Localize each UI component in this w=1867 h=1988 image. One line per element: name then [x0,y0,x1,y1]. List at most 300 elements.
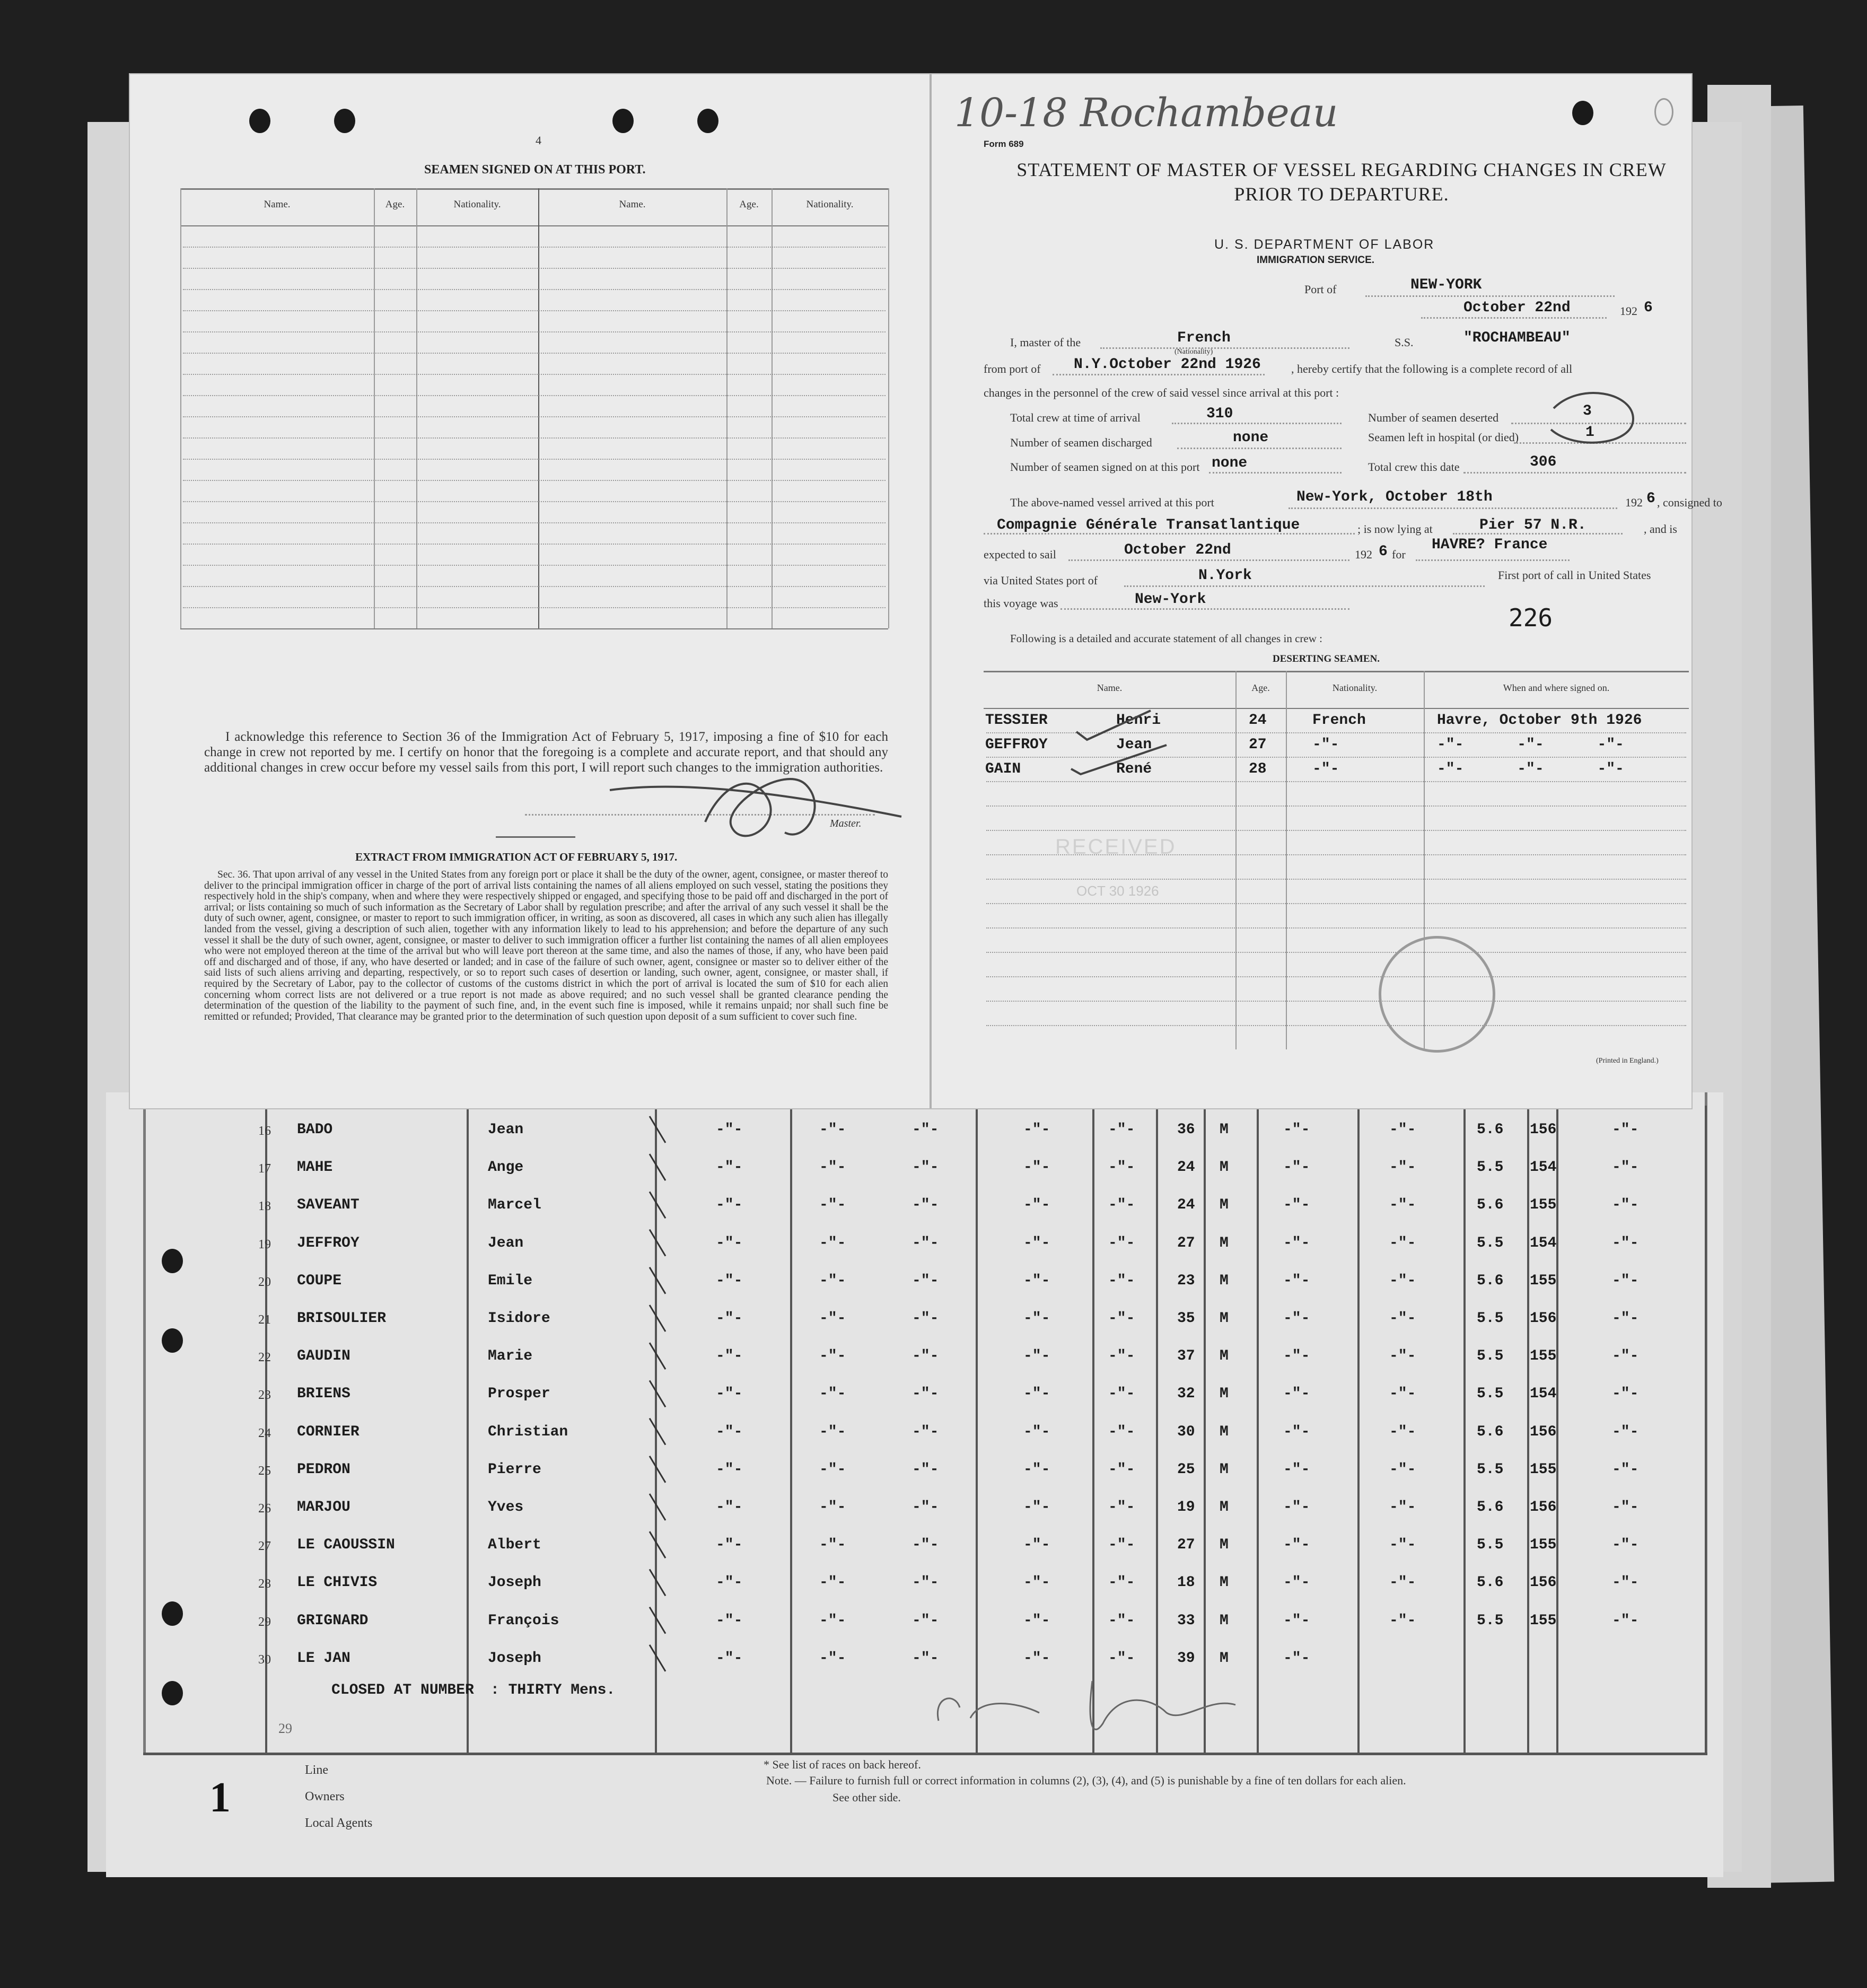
deserter-surname: TESSIER [985,712,1048,729]
crew-height: 5.6 [1477,1197,1504,1214]
ditto-mark: -"- [1023,1122,1050,1138]
voyage-label: this voyage was [984,597,1058,610]
margin-number: 29 [278,1721,292,1736]
deserted-value: 3 [1583,403,1592,419]
ditto-mark: -"- [1612,1159,1639,1176]
port-value: NEW-YORK [1410,277,1482,293]
deserter-age: 28 [1249,761,1267,777]
footer-agents-label: Local Agents [305,1816,373,1830]
ditto-mark: -"- [1108,1612,1135,1629]
table-column-header: Nationality. [806,199,854,210]
desert-circle [1551,393,1633,443]
crew-height: 5.6 [1477,1499,1504,1516]
manifest-checkmark [650,1607,665,1634]
ditto-mark: -"- [1108,1574,1135,1591]
ditto-mark: -"- [1283,1122,1310,1138]
deserter-given-name: Henri [1116,712,1161,729]
signed-on-label: Number of seamen signed on at this port [1010,460,1200,474]
crew-given-name: Albert [488,1537,541,1554]
ditto-mark: -"- [819,1650,846,1667]
master-signature [610,779,901,836]
footer-line-label: Line [305,1763,328,1777]
ditto-mark: -"- [1023,1574,1050,1591]
crew-height: 5.5 [1477,1612,1504,1629]
crew-weight: 155 [1530,1612,1557,1629]
ditto-mark: -"- [912,1386,939,1403]
ditto-mark: -"- [1612,1612,1639,1629]
manifest-checkmark [650,1116,665,1143]
ditto-mark: -"- [1023,1234,1050,1251]
ditto-mark: -"- [819,1537,846,1554]
crew-surname: GRIGNARD [297,1612,369,1629]
ditto-mark: -"- [1283,1461,1310,1478]
crew-sex: M [1220,1197,1229,1214]
crew-age: 27 [1177,1537,1195,1554]
ditto-mark: -"- [1283,1537,1310,1554]
ditto-mark: -"- [1389,1386,1416,1403]
page-mark: 1 [209,1774,231,1821]
ditto-mark: -"- [716,1574,743,1591]
ditto-mark: -"- [1108,1272,1135,1289]
certify-text: , hereby certify that the following is a complete record of all [1291,362,1573,375]
ditto-mark: -"- [1612,1461,1639,1478]
ditto-mark: -"- [1389,1461,1416,1478]
deserter-age: 27 [1249,737,1267,753]
crew-surname: COUPE [297,1272,342,1289]
form-number: Form 689 [984,139,1024,149]
printed-in-note: (Printed in England.) [1596,1057,1659,1065]
crew-age: 33 [1177,1612,1195,1629]
crew-height: 5.6 [1477,1272,1504,1289]
crew-age: 37 [1177,1348,1195,1365]
deserter-nationality: French [1312,712,1366,729]
manifest-checkmark [650,1305,665,1332]
crew-surname: JEFFROY [297,1234,360,1251]
crew-weight: 154 [1530,1386,1557,1403]
crew-age: 27 [1177,1234,1195,1251]
ditto-mark: -"- [819,1499,846,1516]
geffroy-check [1071,745,1167,774]
footnote-see: See other side. [832,1791,901,1804]
crew-given-name: Joseph [488,1650,541,1667]
ditto-mark: -"- [1108,1122,1135,1138]
ditto-mark: -"- [1389,1310,1416,1327]
ditto-mark: -"- [819,1272,846,1289]
service-label: IMMIGRATION SERVICE. [1257,255,1375,266]
ditto-mark: -"- [1389,1499,1416,1516]
crew-age: 30 [1177,1423,1195,1440]
ditto-mark: -"- [716,1122,743,1138]
ditto-mark: -"- [1612,1310,1639,1327]
crew-weight: 156 [1530,1574,1557,1591]
crew-age: 36 [1177,1122,1195,1138]
crew-surname: BADO [297,1122,333,1138]
crew-sex: M [1220,1612,1229,1629]
manifest-checkmark [650,1267,665,1294]
crew-sex: M [1220,1650,1229,1667]
crew-age: 18 [1177,1574,1195,1591]
deserter-given-name: Jean [1116,737,1152,753]
discharged-label: Number of seamen discharged [1010,436,1152,449]
row-number: 29 [258,1615,271,1629]
ditto-mark: -"- [912,1650,939,1667]
deserter-signed-on: Havre, October 9th 1926 [1437,712,1642,729]
ditto-mark: -"- [1283,1423,1310,1440]
signed-on-value: none [1212,455,1248,471]
crew-given-name: Marcel [488,1197,541,1214]
ditto-mark: -"- [716,1537,743,1554]
crew-sex: M [1220,1272,1229,1289]
manifest-checkmark [650,1380,665,1407]
nationality-sub-label: (Nationality) [1174,348,1213,356]
department-label: U. S. DEPARTMENT OF LABOR [1214,237,1435,252]
total-crew-arrival-value: 310 [1206,406,1233,422]
manifest-checkmark [650,1343,665,1369]
crew-age: 23 [1177,1272,1195,1289]
ditto-mark: -"- [1023,1386,1050,1403]
deserters-column-header: Nationality. [1332,682,1378,693]
ditto-mark: -"- [716,1348,743,1365]
ditto-mark: -"- [1612,1272,1639,1289]
form-title: STATEMENT OF MASTER OF VESSEL REGARDING CHANGES IN CREW PRIOR TO DEPARTURE. [1016,159,1667,205]
crew-given-name: Pierre [488,1461,541,1478]
crew-sex: M [1220,1122,1229,1138]
received-date-stamp: OCT 30 1926 [1076,883,1159,899]
crew-height: 5.5 [1477,1310,1504,1327]
and-is-label: , and is [1644,522,1677,536]
manifest-checkmark [650,1154,665,1180]
row-number: 17 [258,1162,271,1176]
ditto-mark: -"- [912,1461,939,1478]
expected-label: expected to sail [984,548,1056,561]
deserters-column-header: Name. [1097,682,1123,693]
deserter-nationality: -"- [1312,737,1339,753]
ditto-mark: -"- [912,1122,939,1138]
crew-sex: M [1220,1574,1229,1591]
table-column-header: Nationality. [453,199,501,210]
closed-at-label: CLOSED AT NUMBER [331,1682,474,1698]
tessier-check [1076,711,1151,740]
ditto-mark: -"- [819,1612,846,1629]
ditto-mark: -"- [1023,1499,1050,1516]
crew-surname: SAVEANT [297,1197,360,1214]
table-column-header: Age. [739,199,759,210]
ditto-mark: -"- [1023,1159,1050,1176]
crew-height: 5.5 [1477,1386,1504,1403]
ditto-mark: -"- [1283,1574,1310,1591]
total-crew-arrival-label: Total crew at time of arrival [1010,411,1141,424]
crew-surname: MAHE [297,1159,333,1176]
crew-height: 5.6 [1477,1423,1504,1440]
crew-surname: BRISOULIER [297,1310,387,1327]
crew-sex: M [1220,1348,1229,1365]
ss-label: S.S. [1395,336,1414,349]
ditto-mark: -"- [1283,1310,1310,1327]
crew-weight: 156 [1530,1499,1557,1516]
ditto-mark: -"- [1023,1612,1050,1629]
ditto-mark: -"- [912,1423,939,1440]
ditto-mark: -"- [1283,1499,1310,1516]
ditto-mark: -"- [912,1574,939,1591]
crew-weight: 155 [1530,1461,1557,1478]
page-number: 4 [536,134,541,147]
ditto-mark: -"- [1612,1197,1639,1214]
crew-weight: 156 [1530,1423,1557,1440]
crew-surname: PEDRON [297,1461,350,1478]
crew-surname: CORNIER [297,1423,360,1440]
discharged-value: none [1233,430,1269,446]
crew-given-name: Prosper [488,1386,550,1403]
ditto-mark: -"- [819,1234,846,1251]
seamen-signed-heading: SEAMEN SIGNED ON AT THIS PORT. [424,163,646,177]
manifest-checkmark [650,1418,665,1445]
received-stamp: RECEIVED [1055,835,1177,859]
footnote-races: * See list of races on back hereof. [764,1758,921,1771]
crew-surname: LE CHIVIS [297,1574,378,1591]
crew-age: 24 [1177,1159,1195,1176]
ditto-mark: -"- [1389,1159,1416,1176]
hospital-label: Seamen left in hospital (or died) [1368,431,1519,444]
ditto-mark: -"- [1389,1272,1416,1289]
ditto-mark: -"- [716,1650,743,1667]
ditto-mark: -"- [1389,1423,1416,1440]
arrived-label: The above-named vessel arrived at this port [1010,496,1214,509]
manifest-checkmark [650,1494,665,1520]
voyage-value: New-York [1135,591,1206,608]
ditto-mark: -"- [716,1386,743,1403]
ditto-mark: -"- [1389,1197,1416,1214]
crew-height: 5.5 [1477,1234,1504,1251]
table-column-header: Age. [385,199,405,210]
ditto-mark: -"- [1283,1234,1310,1251]
crew-weight: 154 [1530,1234,1557,1251]
ditto-mark: -"- [1283,1650,1310,1667]
manifest-checkmark [650,1531,665,1558]
ditto-mark: -"- [912,1159,939,1176]
crew-weight: 156 [1530,1122,1557,1138]
ditto-mark: -"- [1023,1461,1050,1478]
ditto-mark: -"- [819,1122,846,1138]
ditto-mark: -"- [1612,1234,1639,1251]
row-number: 20 [258,1275,271,1289]
extract-text: Sec. 36. That upon arrival of any vessel in the United States from any foreign port or place it shall be the duty of the owner, agent, consignee, or master thereof to deliver to the principal immigration officer in charge of the port of arrival lists containing the names of all aliens employed on such vessel, stating the positions they respectively hold in the ship's company, when and where they were respectively shipped or engaged, and specifying those to be paid off and discharged in the port of arrival; or lists containing so much of such information as the Secretary of Labor shall by regulation prescribe; and after the arrival of any such vessel it shall be the duty of such owner, agent, consignee, or master to report to such immigration officer, in writing, as soon as discovered, all cases in which any such alien has illegally landed from the vessel, giving a description of such alien, together with any information likely to lead to his apprehension; and before the departure of any such vessel it shall be the duty of such owner, agent, consignee, or master to deliver to such immigration officer a further list containing the names of all alien employees who were not employed thereon at the time of the arrival but who will leave port thereon at the same time, and also the names of those, if any, who have been paid off and discharged and of those, if any, who have deserted or landed; and in case of the failure of such owner, agent, consignee or master so to deliver either of the said lists of such aliens arriving and departing, respectively, or so to report such cases of desertion or landing, such owner, agent, consignee, or master shall, if required by the Secretary of Labor, pay to the collector of customs of the customs district in which the port of arrival is located the sum of $10 for each alien concerning whom correct lists are not delivered or a true report is not made as above required; and no such vessel shall be granted clearance pending the determination of the question of the liability to the payment of such fine, and, in the event such fine is imposed, while it remains unpaid; nor shall such fine be remitted or refunded; Provided, That clearance may be granted prior to the determination of such question upon deposit of a sum sufficient to cover such fine. [204,869,888,1022]
crew-age: 35 [1177,1310,1195,1327]
table-column-header: Name. [264,199,291,210]
ditto-mark: -"- [912,1348,939,1365]
crew-age: 24 [1177,1197,1195,1214]
crew-given-name: Marie [488,1348,533,1365]
crew-height: 5.5 [1477,1348,1504,1365]
crew-sex: M [1220,1499,1229,1516]
deserter-signed-on: -"- -"- -"- [1437,761,1624,777]
master-of-label: I, master of the [1010,336,1081,349]
from-port-label: from port of [984,362,1041,375]
lying-label: ; is now lying at [1357,522,1433,536]
ditto-mark: -"- [1023,1310,1050,1327]
row-number: 30 [258,1652,271,1667]
crew-weight: 155 [1530,1348,1557,1365]
stamp-number: 226 [1509,603,1553,632]
ditto-mark: -"- [1108,1310,1135,1327]
manifest-checkmarks [650,1116,665,1671]
ditto-mark: -"- [912,1537,939,1554]
crew-height: 5.6 [1477,1122,1504,1138]
deserters-column-header: When and where signed on. [1503,682,1610,693]
row-number: 21 [258,1313,271,1327]
ditto-mark: -"- [819,1348,846,1365]
ditto-mark: -"- [912,1272,939,1289]
ditto-mark: -"- [1389,1574,1416,1591]
ditto-mark: -"- [819,1423,846,1440]
crew-sex: M [1220,1386,1229,1403]
crew-given-name: Christian [488,1423,568,1440]
deserter-given-name: René [1116,761,1152,777]
crew-sex: M [1220,1423,1229,1440]
ditto-mark: -"- [1108,1386,1135,1403]
officer-signature [937,1681,1235,1729]
ditto-mark: -"- [1283,1159,1310,1176]
manifest-checkmark [650,1569,665,1596]
crew-height: 5.5 [1477,1537,1504,1554]
ship-value: "ROCHAMBEAU" [1463,330,1571,346]
ditto-mark: -"- [716,1159,743,1176]
crew-sex: M [1220,1461,1229,1478]
ditto-mark: -"- [716,1461,743,1478]
ditto-mark: -"- [1023,1537,1050,1554]
acknowledgement-text: I acknowledge this reference to Section 36 of the Immigration Act of February 5, 1917, imposing a fine of $10 for each change in crew not reported by me. I certify on honor that the foregoing is a complete and accurate report, and that should any additional changes in crew occur before my vessel sails from this port, I will report such changes to the immigration authorities. [204,730,888,775]
crew-sex: M [1220,1234,1229,1251]
manifest-checkmark [650,1456,665,1483]
ditto-mark: -"- [1108,1197,1135,1214]
crew-surname: MARJOU [297,1499,350,1516]
first-port-label: First port of call in United States [1498,568,1651,582]
ditto-mark: -"- [716,1310,743,1327]
crew-height: 5.5 [1477,1461,1504,1478]
ditto-mark: -"- [716,1234,743,1251]
year-prefix-2: 192 [1625,496,1643,509]
row-number: 19 [258,1237,271,1251]
ditto-mark: -"- [1283,1197,1310,1214]
manifest-checkmark [650,1230,665,1256]
crew-given-name: Ange [488,1159,524,1176]
crew-age: 32 [1177,1386,1195,1403]
ditto-mark: -"- [1108,1234,1135,1251]
ditto-mark: -"- [912,1197,939,1214]
ditto-mark: -"- [1612,1386,1639,1403]
crew-weight: 155 [1530,1272,1557,1289]
ditto-mark: -"- [716,1272,743,1289]
ditto-mark: -"- [1283,1386,1310,1403]
ditto-mark: -"- [1612,1348,1639,1365]
ditto-mark: -"- [716,1499,743,1516]
ditto-mark: -"- [912,1499,939,1516]
ditto-mark: -"- [716,1612,743,1629]
consigned-label: , consigned to [1657,496,1722,509]
ditto-mark: -"- [819,1310,846,1327]
ditto-mark: -"- [1389,1234,1416,1251]
ditto-mark: -"- [1389,1537,1416,1554]
deserter-signed-on: -"- -"- -"- [1437,737,1624,753]
row-number: 23 [258,1388,271,1403]
crew-age: 39 [1177,1650,1195,1667]
crew-surname: BRIENS [297,1386,350,1403]
crew-given-name: Isidore [488,1310,550,1327]
date-value: October 22nd [1463,300,1571,316]
deserted-label: Number of seamen deserted [1368,411,1499,424]
ditto-mark: -"- [819,1386,846,1403]
row-number: 22 [258,1351,271,1365]
ditto-mark: -"- [819,1574,846,1591]
crew-given-name: Jean [488,1234,524,1251]
ditto-mark: -"- [1612,1537,1639,1554]
deserter-age: 24 [1249,712,1267,729]
deserter-surname: GAIN [985,761,1021,777]
crew-given-name: François [488,1612,559,1629]
ditto-mark: -"- [716,1423,743,1440]
crew-height: 5.5 [1477,1159,1504,1176]
arrived-value: New-York, October 18th [1296,489,1493,505]
year-digit: 6 [1644,300,1653,316]
port-label: Port of [1304,283,1337,296]
from-port-value: N.Y.October 22nd 1926 [1074,356,1261,373]
crew-weight: 155 [1530,1197,1557,1214]
ditto-mark: -"- [1108,1461,1135,1478]
ditto-mark: -"- [1108,1159,1135,1176]
crew-age: 25 [1177,1461,1195,1478]
crew-given-name: Joseph [488,1574,541,1591]
year-digit-2: 6 [1646,491,1655,507]
ditto-mark: -"- [819,1461,846,1478]
ditto-mark: -"- [1389,1122,1416,1138]
total-today-label: Total crew this date [1368,460,1460,474]
row-number: 16 [258,1124,271,1138]
ditto-mark: -"- [1283,1612,1310,1629]
ditto-mark: -"- [716,1197,743,1214]
crew-age: 19 [1177,1499,1195,1516]
ditto-mark: -"- [819,1197,846,1214]
row-number: 25 [258,1464,271,1478]
crew-weight: 154 [1530,1159,1557,1176]
for-label: for [1392,548,1406,561]
ditto-mark: -"- [1023,1197,1050,1214]
row-number: 26 [258,1502,271,1516]
following-text: Following is a detailed and accurate statement of all changes in crew : [1010,632,1322,645]
via-label: via United States port of [984,574,1098,587]
expected-value: October 22nd [1124,542,1231,558]
manifest-checkmark [650,1192,665,1218]
ditto-mark: -"- [912,1234,939,1251]
ditto-mark: -"- [912,1310,939,1327]
nationality-value: French [1177,330,1231,346]
crew-surname: GAUDIN [297,1348,350,1365]
year-digit-3: 6 [1379,544,1388,560]
row-number: 18 [258,1199,271,1214]
master-label: Master. [830,818,862,829]
ditto-mark: -"- [1612,1122,1639,1138]
row-number: 27 [258,1539,271,1554]
total-today-value: 306 [1530,454,1557,470]
lying-value: Pier 57 N.R. [1479,517,1586,533]
extract-heading: EXTRACT FROM IMMIGRATION ACT OF FEBRUARY 5, 1917. [355,851,678,863]
ditto-mark: -"- [1108,1537,1135,1554]
crew-given-name: Yves [488,1499,524,1516]
via-value: N.York [1198,567,1252,584]
crew-sex: M [1220,1159,1229,1176]
consignee-value: Compagnie Générale Transatlantique [997,517,1300,533]
ditto-mark: -"- [1108,1423,1135,1440]
handwritten-note: 10-18 Rochambeau [954,90,1338,136]
table-column-header: Name. [619,199,646,210]
